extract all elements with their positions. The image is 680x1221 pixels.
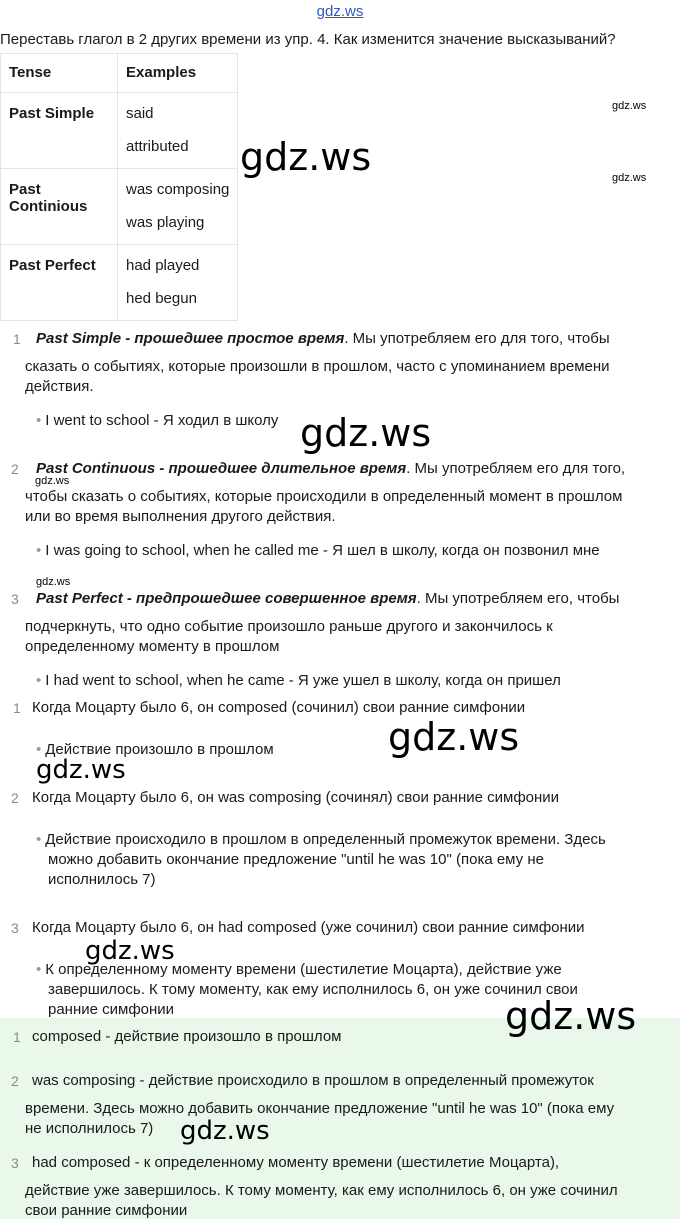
note-bullet: • Действие происходило в прошлом в определенный промежуток времени. Здесь <box>36 831 606 848</box>
note-text: К определенному моменту времени (шестилетие Моцарта), действие уже <box>45 961 562 978</box>
site-link[interactable]: gdz.ws <box>316 3 364 20</box>
answer-line: had composed - к определенному моменту времени (шестилетие Моцарта), <box>32 1154 560 1171</box>
explanation-line <box>36 329 610 349</box>
example-bullet: • I had went to school, when he came - Я уже ушел в школу, когда он пришел <box>36 672 561 689</box>
example-word: attributed <box>126 138 189 155</box>
list-number: 1 <box>13 1029 21 1045</box>
answer-line: времени. Здесь можно добавить окончание предложение "until he was 10" (пока ему <box>25 1100 615 1117</box>
table-header-row <box>1 54 238 93</box>
watermark: gdz.ws <box>240 135 372 179</box>
explanation-text: . Мы употребляем его для того, <box>406 460 626 477</box>
table-row <box>1 93 238 169</box>
example-word: was composing <box>126 181 230 198</box>
list-number: 2 <box>11 790 19 806</box>
explanation-line <box>36 459 625 479</box>
answer-line: действие уже завершилось. К тому моменту, как ему исполнилось 6, он уже сочинил <box>25 1182 618 1199</box>
example-text: I had went to school, when he came - Я уже ушел в школу, когда он пришел <box>45 672 561 689</box>
note-text: исполнилось 7) <box>48 871 156 888</box>
explanation-line: определенному моменту в прошлом <box>25 638 280 655</box>
watermark: gdz.ws <box>36 576 71 588</box>
note-text: Действие произошло в прошлом <box>45 741 274 758</box>
explanation-line: подчеркнуть, что одно событие произошло раньше другого и закончилось к <box>25 618 553 635</box>
note-bullet: • Действие произошло в прошлом <box>36 741 274 758</box>
example-bullet: • I went to school - Я ходил в школу <box>36 412 279 429</box>
note-text: завершилось. К тому моменту, как ему исполнилось 6, он уже сочинил свои <box>48 981 578 998</box>
watermark: gdz.ws <box>300 411 432 455</box>
watermark: gdz.ws <box>612 172 647 184</box>
sentence-text: Когда Моцарту было 6, он was composing (сочинял) свои ранние симфонии <box>32 789 560 806</box>
note-bullet: • К определенному моменту времени (шестилетие Моцарта), действие уже <box>36 961 562 978</box>
watermark: gdz.ws <box>612 100 647 112</box>
note-text: Действие происходило в прошлом в определенный промежуток времени. Здесь <box>45 831 606 848</box>
tense-term: Past Perfect - предпрошедшее совершенное время <box>36 590 417 607</box>
watermark: gdz.ws <box>35 475 70 487</box>
explanation-line: чтобы сказать о событиях, которые происходили в определенный момент в прошлом <box>25 488 623 505</box>
list-number: 3 <box>11 591 19 607</box>
note-text: можно добавить окончание предложение "until he was 10" (пока ему не <box>48 851 544 868</box>
watermark: gdz.ws <box>85 936 175 966</box>
example-word: hed begun <box>126 290 197 307</box>
explanation-text: . Мы употребляем его, чтобы <box>416 590 620 607</box>
explanation-line: действия. <box>25 378 94 395</box>
list-number: 2 <box>11 461 19 477</box>
column-header-examples: Examples <box>118 54 238 93</box>
list-number: 1 <box>13 331 21 347</box>
answer-line: composed - действие произошло в прошлом <box>32 1028 342 1045</box>
answer-line: свои ранние симфонии <box>25 1202 188 1219</box>
example-text: I went to school - Я ходил в школу <box>45 412 279 429</box>
list-number: 2 <box>11 1073 19 1089</box>
watermark: gdz.ws <box>388 715 520 759</box>
column-header-tense: Tense <box>1 54 118 93</box>
list-number: 1 <box>13 700 21 716</box>
examples-cell <box>118 169 238 245</box>
explanation-line <box>36 589 619 609</box>
tense-cell: Past Perfect <box>1 245 118 321</box>
tense-cell: Past Continious <box>1 169 118 245</box>
table-row <box>1 245 238 321</box>
tense-term: Past Continuous - прошедшее длительное время <box>36 460 407 477</box>
example-word: said <box>126 105 154 122</box>
list-number: 3 <box>11 1155 19 1171</box>
watermark: gdz.ws <box>180 1116 270 1146</box>
explanation-line: или во время выполнения другого действия. <box>25 508 336 525</box>
example-bullet: • I was going to school, when he called me - Я шел в школу, когда он позвонил мне <box>36 542 600 559</box>
examples-cell <box>118 245 238 321</box>
watermark: gdz.ws <box>36 755 126 785</box>
tense-table <box>0 53 238 321</box>
list-number: 3 <box>11 920 19 936</box>
watermark: gdz.ws <box>505 994 637 1038</box>
explanation-text: . Мы употребляем его для того, чтобы <box>344 330 610 347</box>
example-word: had played <box>126 257 200 274</box>
example-text: I was going to school, when he called me - Я шел в школу, когда он позвонил мне <box>45 542 600 559</box>
tense-cell: Past Simple <box>1 93 118 169</box>
sentence-text: Когда Моцарту было 6, он had composed (уже сочинил) свои ранние симфонии <box>32 919 585 936</box>
explanation-line: сказать о событиях, которые произошли в прошлом, часто с упоминанием времени <box>25 358 610 375</box>
task-instruction: Переставь глагол в 2 других времени из упр. 4. Как изменится значение высказываний? <box>0 31 616 48</box>
table-row <box>1 169 238 245</box>
tense-term: Past Simple - прошедшее простое время <box>36 330 345 347</box>
sentence-text: Когда Моцарту было 6, он composed (сочинил) свои ранние симфонии <box>32 699 526 716</box>
answer-line: не исполнилось 7) <box>25 1120 154 1137</box>
note-text: ранние симфонии <box>48 1001 175 1018</box>
examples-cell <box>118 93 238 169</box>
answer-line: was composing - действие происходило в прошлом в определенный промежуток <box>32 1072 594 1089</box>
example-word: was playing <box>126 214 205 231</box>
